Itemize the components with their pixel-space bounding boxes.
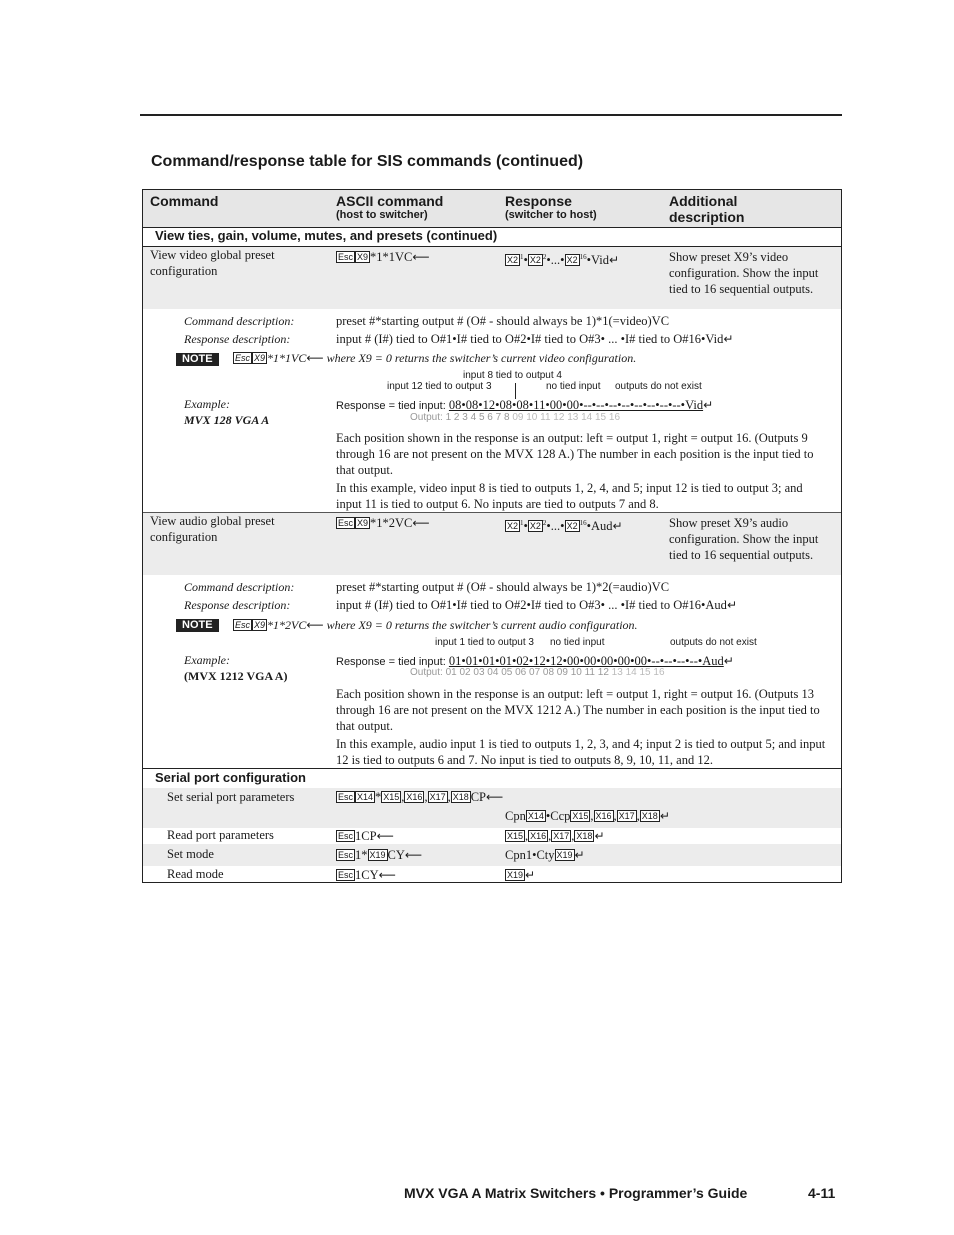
video-para-2: In this example, video input 8 is tied to outputs 1, 2, 4, and 5; input 12 is tied to output 3; and input 11 is tied to output 6. No inputs are tied to outputs 7 and 8. (336, 481, 803, 511)
audio-cmd-desc-label: Command description: (184, 580, 295, 594)
audio-response: X2 $^1$• X2 $^2$•...• X2 $^{16}$•Aud↵ (507, 519, 623, 534)
video-note-badge: NOTE (176, 353, 219, 366)
video-command: View video global preset configuration (150, 248, 275, 278)
audio-description: Show preset X9’s audio configuration. Show the input tied to 16 sequential outputs. (669, 516, 819, 562)
video-cmd-desc: preset #*starting output # (O# - should always be 1)*1(=video)VC (336, 314, 670, 328)
audio-command: View audio global preset configuration (150, 514, 275, 544)
serial-ascii-set-params: Esc X14 * X15 , X16 , X17 , X18 CP⟵ (338, 790, 504, 804)
section-title: Serial port configuration (155, 770, 306, 785)
top-rule (140, 114, 842, 116)
audio-callout-1: input 1 tied to output 3 (435, 637, 534, 648)
serial-resp-read-mode: X19 ↵ (507, 868, 536, 882)
section-serial-port (143, 768, 841, 789)
video-output-numbers: Output: 1 2 3 4 5 6 7 8 09 10 11 12 13 14 15 16 (410, 412, 621, 423)
audio-resp-desc-label: Response description: (184, 598, 291, 612)
serial-resp-set-mode: Cpn1•Cty X19 ↵ (505, 848, 585, 862)
header-ascii: ASCII command (336, 193, 444, 209)
audio-cmd-desc: preset #*starting output # (O# - should always be 1)*2(=audio)VC (336, 580, 670, 594)
section-view-ties (143, 227, 841, 247)
video-example-response: Response = tied input: 08•08•12•08•08•11•00•00•--•--•--•--•--•--•--•--•Vid↵ (336, 398, 714, 412)
serial-cmd-set-mode: Set mode (167, 847, 214, 861)
serial-ascii-read-params: Esc 1CP⟵ (338, 829, 394, 843)
audio-example-label: Example: (184, 653, 230, 667)
audio-resp-desc: input # (I#) tied to O#1•I# tied to O#2•I# tied to O#3• ... •I# tied to O#16•Aud↵ (336, 598, 737, 612)
page-title: Command/response table for SIS commands (continued) (151, 153, 584, 170)
audio-para-1: Each position shown in the response is an output: left = output 1, right = output 16. (Outputs 13 through 16 are not present on the MVX 1212 A.) The number in each position is the input tied to that output. (336, 687, 820, 733)
audio-note-text: Esc X9 *1*2VC⟵ where X9 = 0 returns the switcher’s current audio configuration. (235, 618, 638, 632)
serial-resp-read-params: X15 , X16 , X17 , X18 ↵ (507, 829, 605, 843)
audio-callout-2: no tied input (550, 637, 605, 648)
video-example-label: Example: (184, 397, 230, 411)
header-response: Response (505, 193, 572, 209)
audio-example-model: (MVX 1212 VGA A) (184, 669, 288, 683)
serial-cmd-read-params: Read port parameters (167, 828, 274, 842)
footer-title: MVX VGA A Matrix Switchers • Programmer’s Guide (404, 1185, 748, 1201)
header-response-sub: (switcher to host) (505, 209, 597, 221)
serial-row-band-2 (143, 844, 841, 866)
audio-callout-3: outputs do not exist (670, 637, 757, 648)
section-title: View ties, gain, volume, mutes, and presets (continued) (155, 228, 498, 243)
serial-cmd-set-params: Set serial port parameters (167, 790, 295, 804)
command-table (142, 189, 842, 883)
audio-para-2: In this example, audio input 1 is tied to outputs 1, 2, 3, and 4; input 2 is tied to output 5; and input 12 is tied to outputs 6 and 7. No input is tied to outputs 8, 9, 10, 11, and 12. (336, 737, 826, 767)
header-command: Command (150, 193, 219, 209)
serial-resp-set-params: Cpn X14 •Ccp X15 , X16 , X17 , X18 ↵ (505, 809, 670, 823)
video-example-model: MVX 128 VGA A (184, 413, 270, 427)
serial-cmd-read-mode: Read mode (167, 867, 224, 881)
video-cmd-desc-label: Command description: (184, 314, 295, 328)
header-description: Additional description (669, 193, 745, 225)
video-description: Show preset X9’s video configuration. Show the input tied to 16 sequential outputs. (669, 250, 819, 296)
audio-ascii: Esc X9 *1*2VC⟵ (338, 516, 430, 530)
serial-ascii-read-mode: Esc 1CY⟵ (338, 868, 396, 882)
audio-note-badge: NOTE (176, 619, 219, 632)
video-resp-desc: input # (I#) tied to O#1•I# tied to O#2•I# tied to O#3• ... •I# tied to O#16•Vid↵ (336, 332, 734, 346)
video-resp-desc-label: Response description: (184, 332, 291, 346)
header-ascii-sub: (host to switcher) (336, 209, 428, 221)
video-para-1: Each position shown in the response is an output: left = output 1, right = output 16. (Outputs 9 through 16 are not present on the MVX 128 A.) The number in each position is the input tied to that output. (336, 431, 814, 477)
video-note-text: Esc X9 *1*1VC⟵ where X9 = 0 returns the switcher’s current video configuration. (235, 351, 637, 365)
audio-output-numbers: Output: 01 02 03 04 05 06 07 08 09 10 11 12 13 14 15 16 (410, 667, 665, 678)
video-callout-3: no tied input (546, 381, 601, 392)
audio-example-response: Response = tied input: 01•01•01•01•02•12•12•00•00•00•00•00•--•--•--•--•Aud↵ (336, 654, 734, 668)
video-response: X2 $^1$• X2 $^2$•...• X2 $^{16}$•Vid↵ (507, 253, 620, 268)
video-callout-4: outputs do not exist (615, 381, 702, 392)
footer-page-number: 4-11 (808, 1185, 836, 1201)
video-callout-1: input 8 tied to output 4 (463, 370, 562, 381)
serial-ascii-set-mode: Esc 1* X19 CY⟵ (338, 848, 423, 862)
video-ascii: Esc X9 *1*1VC⟵ (338, 250, 430, 264)
table-header (143, 190, 841, 228)
video-callout-2: input 12 tied to output 3 (387, 381, 492, 392)
